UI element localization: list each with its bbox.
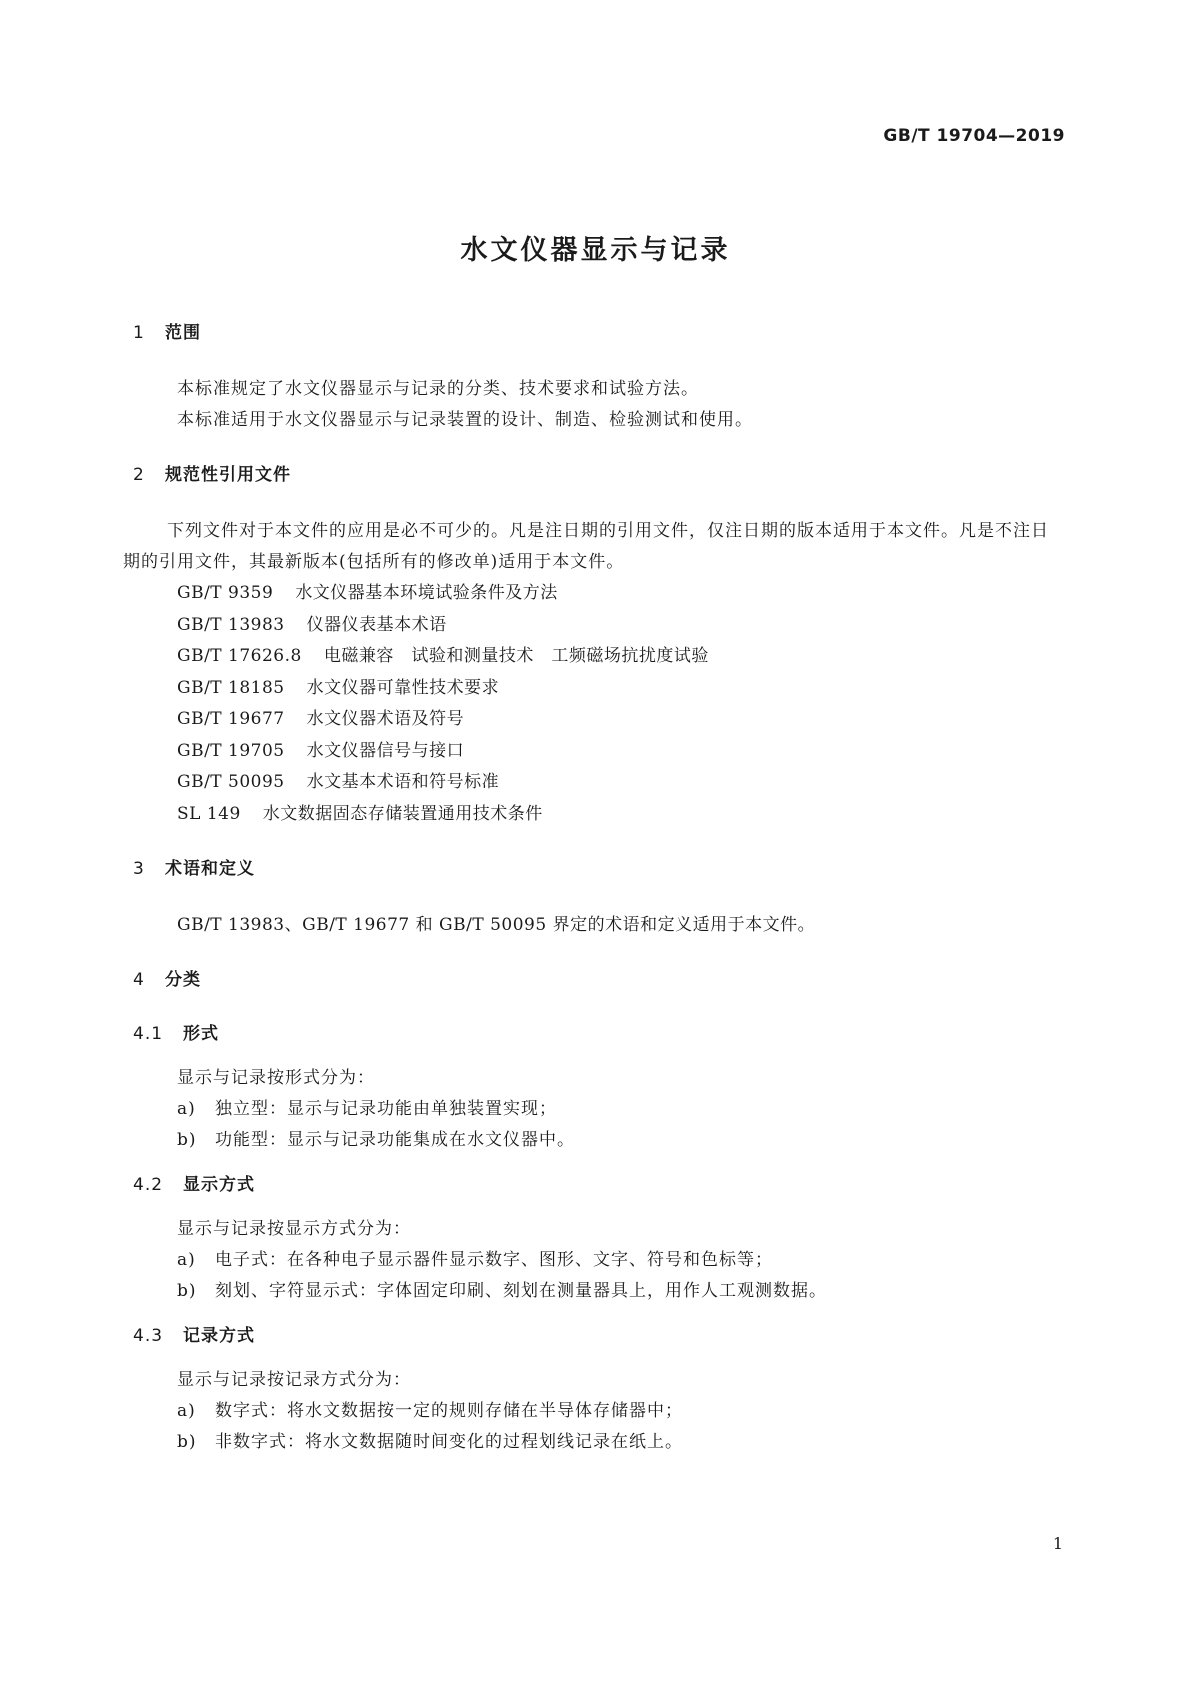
subsection-4-1-heading (133, 1019, 1065, 1049)
reference-code: GB/T 50095 (177, 772, 285, 792)
subsection-number: 4.1 (133, 1024, 164, 1044)
reference-name: 水文仪器可靠性技术要求 (306, 677, 500, 698)
reference-item (133, 767, 1065, 799)
section-3-heading (133, 854, 1065, 884)
reference-name: 水文仪器术语及符号 (306, 709, 465, 729)
reference-item (133, 799, 1065, 831)
reference-list (133, 578, 1065, 830)
list-text: 电子式：在各种电子显示器件显示数字、图形、文字、符号和色标等； (215, 1250, 773, 1270)
list-text: 功能型：显示与记录功能集成在水文仪器中。 (215, 1130, 575, 1150)
list-text: 独立型：显示与记录功能由单独装置实现； (215, 1099, 557, 1119)
list-marker: b) (177, 1130, 197, 1150)
section-number: 3 (133, 859, 145, 879)
reference-code: GB/T 19705 (177, 740, 285, 761)
list-item (133, 1276, 1065, 1307)
list-text: 数字式：将水文数据按一定的规则存储在半导体存储器中； (215, 1401, 683, 1421)
section-4-heading (133, 965, 1065, 995)
paragraph: 显示与记录按形式分为： (177, 1068, 375, 1088)
list-marker: a) (177, 1250, 196, 1270)
document-body (123, 318, 1065, 1458)
section-title: 分类 (165, 970, 201, 990)
paragraph: GB/T 13983、GB/T 19677 和 GB/T 50095 界定的术语和定义适用于本文件。 (177, 915, 816, 935)
section-number: 1 (133, 323, 145, 343)
paragraph: 下列文件对于本文件的应用是必不可少的。凡是注日期的引用文件，仅注日期的版本适用于本文件。凡是不注日期的引用文件，其最新版本(包括所有的修改单)适用于本文件。 (123, 521, 1049, 572)
list-text: 刻划、字符显示式：字体固定印刷、刻划在测量器具上，用作人工观测数据。 (215, 1281, 827, 1301)
list-marker: b) (177, 1281, 197, 1301)
reference-code: GB/T 9359 (177, 583, 274, 603)
reference-code: SL 149 (177, 803, 241, 824)
reference-item (133, 641, 1065, 673)
list-marker: a) (177, 1401, 196, 1421)
list-text: 非数字式：将水文数据随时间变化的过程划线记录在纸上。 (215, 1432, 683, 1452)
reference-item (133, 610, 1065, 642)
subsection-4-2-heading (133, 1170, 1065, 1200)
reference-code: GB/T 13983 (177, 614, 285, 635)
list-item (133, 1094, 1065, 1125)
reference-code: GB/T 18185 (177, 677, 285, 698)
list-marker: b) (177, 1432, 197, 1452)
list-item (133, 1427, 1065, 1458)
reference-name: 电磁兼容 试验和测量技术 工频磁场抗扰度试验 (323, 646, 709, 666)
subsection-title: 形式 (183, 1024, 219, 1044)
reference-code: GB/T 17626.8 (177, 646, 302, 666)
list-marker: a) (177, 1099, 196, 1119)
reference-name: 仪器仪表基本术语 (306, 614, 447, 635)
paragraph: 本标准规定了水文仪器显示与记录的分类、技术要求和试验方法。 (177, 379, 699, 399)
reference-name: 水文数据固态存储装置通用技术条件 (262, 803, 543, 824)
reference-item (133, 578, 1065, 610)
section-title: 术语和定义 (165, 859, 255, 879)
page-number: 1 (1052, 1534, 1063, 1553)
list-item (133, 1396, 1065, 1427)
reference-item (133, 736, 1065, 768)
list-item (133, 1125, 1065, 1156)
subsection-number: 4.2 (133, 1175, 164, 1195)
section-number: 4 (133, 970, 145, 990)
section-title: 规范性引用文件 (165, 465, 291, 485)
section-number: 2 (133, 465, 145, 485)
paragraph: 显示与记录按记录方式分为： (177, 1370, 411, 1390)
subsection-4-3-heading (133, 1321, 1065, 1351)
reference-item (133, 673, 1065, 705)
paragraph: 本标准适用于水文仪器显示与记录装置的设计、制造、检验测试和使用。 (177, 410, 753, 430)
reference-name: 水文基本术语和符号标准 (306, 772, 500, 792)
reference-name: 水文仪器基本环境试验条件及方法 (295, 583, 558, 603)
subsection-number: 4.3 (133, 1326, 164, 1346)
paragraph: 显示与记录按显示方式分为： (177, 1219, 411, 1239)
reference-code: GB/T 19677 (177, 709, 285, 729)
section-2-heading (133, 460, 1065, 490)
list-item (133, 1245, 1065, 1276)
subsection-title: 记录方式 (183, 1326, 255, 1346)
reference-name: 水文仪器信号与接口 (306, 740, 465, 761)
standard-code: GB/T 19704—2019 (883, 126, 1065, 146)
reference-item (133, 704, 1065, 736)
section-title: 范围 (165, 323, 201, 343)
section-1-heading (133, 318, 1065, 348)
document-title: 水文仪器显示与记录 (460, 235, 731, 266)
subsection-title: 显示方式 (183, 1175, 255, 1195)
